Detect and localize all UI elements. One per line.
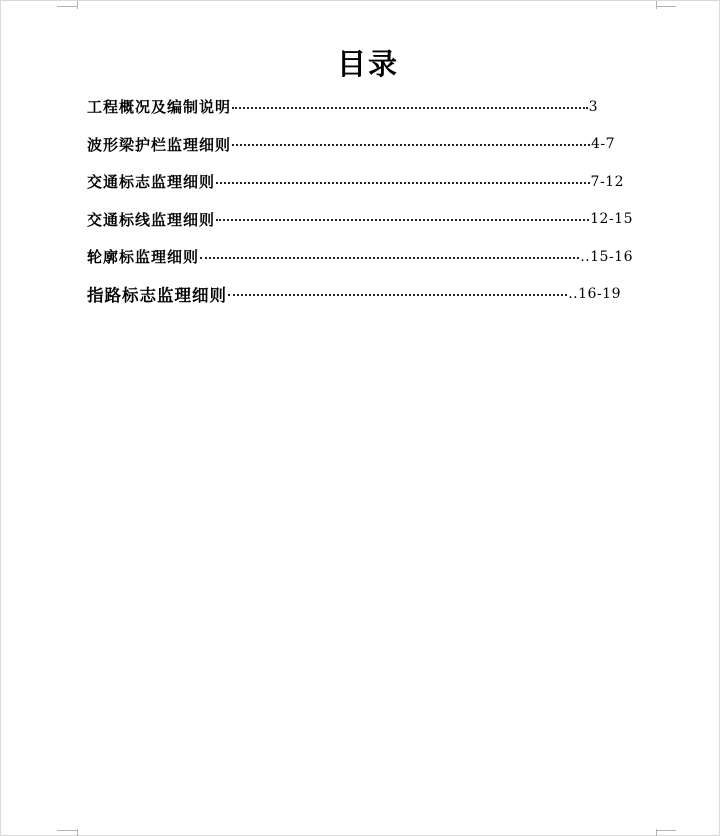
- toc-entry-label: 交通标线监理细则: [87, 210, 216, 229]
- crop-mark-top-right: [656, 6, 676, 7]
- toc-entry-label: 波形梁护栏监理细则: [87, 135, 232, 154]
- toc-leader-dots: [232, 144, 590, 146]
- toc-entry-page: 12-15: [590, 211, 633, 228]
- toc-entry[interactable]: [87, 201, 633, 239]
- toc-entry-page: 7-12: [590, 173, 624, 190]
- toc-entry-page: 4-7: [590, 136, 615, 153]
- toc-entry-label: 指路标志监理细则: [87, 286, 227, 306]
- toc-leader-dots: [200, 257, 579, 259]
- toc-entry-label: 工程概况及编制说明: [87, 98, 232, 117]
- toc-entry-page: 3: [588, 98, 598, 115]
- toc-entry[interactable]: [87, 163, 624, 201]
- toc-leader-dots: [228, 294, 567, 296]
- table-of-contents: [87, 88, 635, 313]
- crop-mark-top-left: [77, 1, 78, 9]
- crop-mark-bottom-left: [77, 829, 78, 836]
- crop-mark-top-right: [656, 1, 657, 9]
- crop-mark-bottom-left: [57, 830, 77, 831]
- toc-entry-page: ..15-16: [580, 248, 633, 265]
- toc-leader-dots: [216, 182, 590, 184]
- toc-entry-page: ..16-19: [568, 286, 621, 303]
- page-title: 目录: [336, 47, 399, 81]
- toc-entry-label: 交通标志监理细则: [87, 173, 216, 192]
- crop-mark-bottom-right: [656, 830, 676, 831]
- toc-entry[interactable]: [87, 276, 621, 314]
- toc-entry[interactable]: [87, 238, 633, 276]
- toc-leader-dots: [232, 107, 588, 109]
- toc-leader-dots: [216, 219, 589, 221]
- toc-entry[interactable]: [87, 126, 615, 164]
- toc-entry[interactable]: [87, 88, 598, 126]
- toc-entry-label: 轮廓标监理细则: [87, 248, 200, 267]
- crop-mark-top-left: [57, 6, 77, 7]
- crop-mark-bottom-right: [656, 829, 657, 836]
